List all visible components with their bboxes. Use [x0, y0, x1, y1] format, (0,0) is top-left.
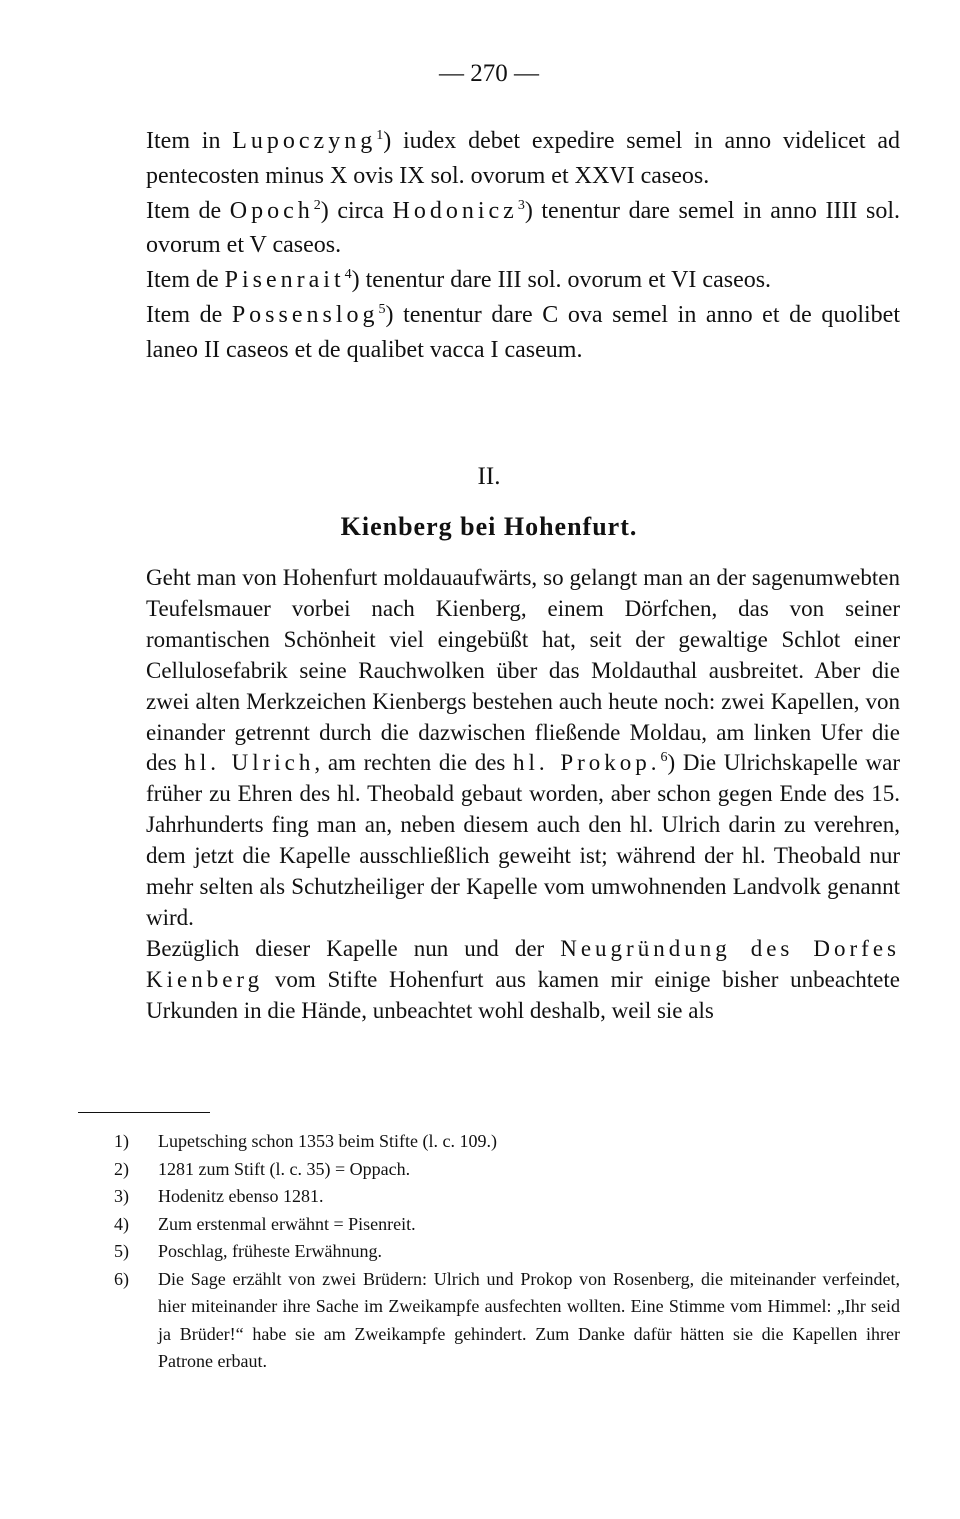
footnote-text: Die Sage erzählt von zwei Brüdern: Ulrich und Prokop von Rosenberg, die miteinander verfeindet, hier miteinander ihre Sache im Zweikampfe ausfechten wollten. Eine Stimme vom Himmel: „Ihr seid ja Brüder!“ habe sie am Zweikampfe gehindert. Zum Danke dafür hätten sie die Kapellen ihrer Patrone erbaut.	[158, 1268, 900, 1371]
footnote-text: Hodenitz ebenso 1281.	[158, 1186, 324, 1206]
footnote-mark: 2)	[114, 1158, 129, 1179]
german-text-block	[78, 563, 900, 1027]
german-paragraph-1	[78, 563, 900, 934]
paragraph-text: Item in	[146, 128, 233, 154]
latin-paragraph-1	[78, 124, 900, 194]
footnote-divider	[78, 1112, 210, 1113]
section-title: Kienberg bei Hohenfurt.	[340, 512, 638, 541]
paragraph-text: Bezüglich dieser Kapelle nun und der	[146, 935, 561, 961]
footnote	[114, 1238, 900, 1266]
paragraph-text: ) tenentur dare C ova semel in anno et de quolibet laneo II caseos et de qualibet vacca I caseum.	[146, 301, 900, 363]
footnote-mark: 3)	[114, 1186, 129, 1206]
saint-name: hl. Ulrich	[184, 750, 315, 776]
paragraph-text: ) Die Ulrichskapelle war früher zu Ehren des hl. Theobald gebaut worden, aber schon gegen Ende des 15. Jahrhunderts fing man an, neben diesem auch den hl. Ulrich darin zu verehren, dem jetzt die Kapelle ausschließlich geweiht ist; während der hl. Theobald nur mehr selten als Schutzheiliger der Kapelle vom umwohnenden Landvolk genannt wird.	[146, 750, 901, 930]
footnote	[114, 1266, 900, 1376]
paragraph-text: Item de	[146, 301, 232, 328]
footnote-ref: 5	[378, 301, 386, 317]
footnote	[114, 1128, 900, 1156]
emphasized-phrase: Neugründung des Dorfes Kienberg	[146, 935, 900, 992]
footnotes	[114, 1128, 900, 1376]
latin-paragraph-2	[78, 194, 900, 264]
paragraph-text: ) iudex debet expedire semel in anno videlicet ad pentecosten minus X ovis IX sol. ovorum et XXVI caseos.	[146, 128, 900, 189]
paragraph-text: Geht man von Hohenfurt moldauaufwärts, so gelangt man an der sagenumwebten Teufelsmauer vorbei nach Kienberg, einem Dörfchen, das von seiner romantischen Schönheit viel eingebüßt hat, seit der gewaltige Schlot einer Cellulosefabrik seine Rauchwolken über das Moldauthal ausbreitet. Aber die zwei alten Merkzeichen Kienbergs bestehen auch heute noch: zwei Kapellen, von einander getrennt durch die dazwischen fließende Moldau, am linken Ufer die des	[146, 565, 900, 776]
footnote-ref: 4	[344, 267, 352, 283]
footnote-text: Lupetsching schon 1353 beim Stifte (l. c. 109.)	[158, 1131, 497, 1151]
saint-name: hl. Prokop.	[513, 750, 661, 776]
latin-paragraph-3	[78, 263, 900, 298]
place-name: Possenslog	[231, 301, 379, 328]
footnote-ref: 1	[376, 128, 384, 143]
footnote-mark: 6)	[114, 1268, 129, 1289]
paragraph-text: Item de	[146, 197, 230, 224]
footnote	[114, 1183, 900, 1211]
paragraph-text: , am rechten die des	[314, 750, 514, 776]
footnote-mark: 1)	[114, 1131, 129, 1151]
paragraph-text: ) tenentur dare III sol. ovorum et VI caseos.	[351, 267, 772, 294]
section-numeral: II.	[477, 463, 501, 490]
paragraph-text: Item de	[146, 267, 225, 294]
latin-text-block	[78, 124, 900, 368]
footnote-ref: 2	[313, 197, 321, 213]
paragraph-text: ) circa	[320, 197, 393, 224]
footnote	[114, 1211, 900, 1239]
latin-paragraph-4	[78, 298, 900, 368]
german-paragraph-2	[78, 934, 900, 1027]
place-name: Pisenrait	[224, 267, 345, 294]
paragraph-text: vom Stifte Hohenfurt aus kamen mir einige bisher unbeachtete Urkunden in die Hände, unbeachtet wohl deshalb, weil sie als	[146, 966, 900, 1023]
footnote-mark: 5)	[114, 1241, 129, 1261]
place-name: Lupoczyng	[232, 128, 377, 154]
footnote-text: Zum erstenmal erwähnt = Pisenreit.	[158, 1213, 416, 1234]
page-number: — 270 —	[439, 60, 539, 87]
footnote-mark: 4)	[114, 1213, 129, 1234]
footnote	[114, 1156, 900, 1184]
paragraph-text: ) tenentur dare semel in anno IIII sol. ovorum et V caseos.	[146, 197, 901, 259]
place-name: Hodonicz	[392, 197, 518, 224]
footnote-ref: 3	[517, 197, 525, 213]
document-page	[78, 0, 900, 1519]
footnote-text: Poschlag, früheste Erwähnung.	[158, 1241, 382, 1261]
footnote-text: 1281 zum Stift (l. c. 35) = Oppach.	[158, 1158, 411, 1179]
place-name: Opoch	[229, 197, 314, 224]
footnote-ref: 6	[660, 750, 668, 766]
